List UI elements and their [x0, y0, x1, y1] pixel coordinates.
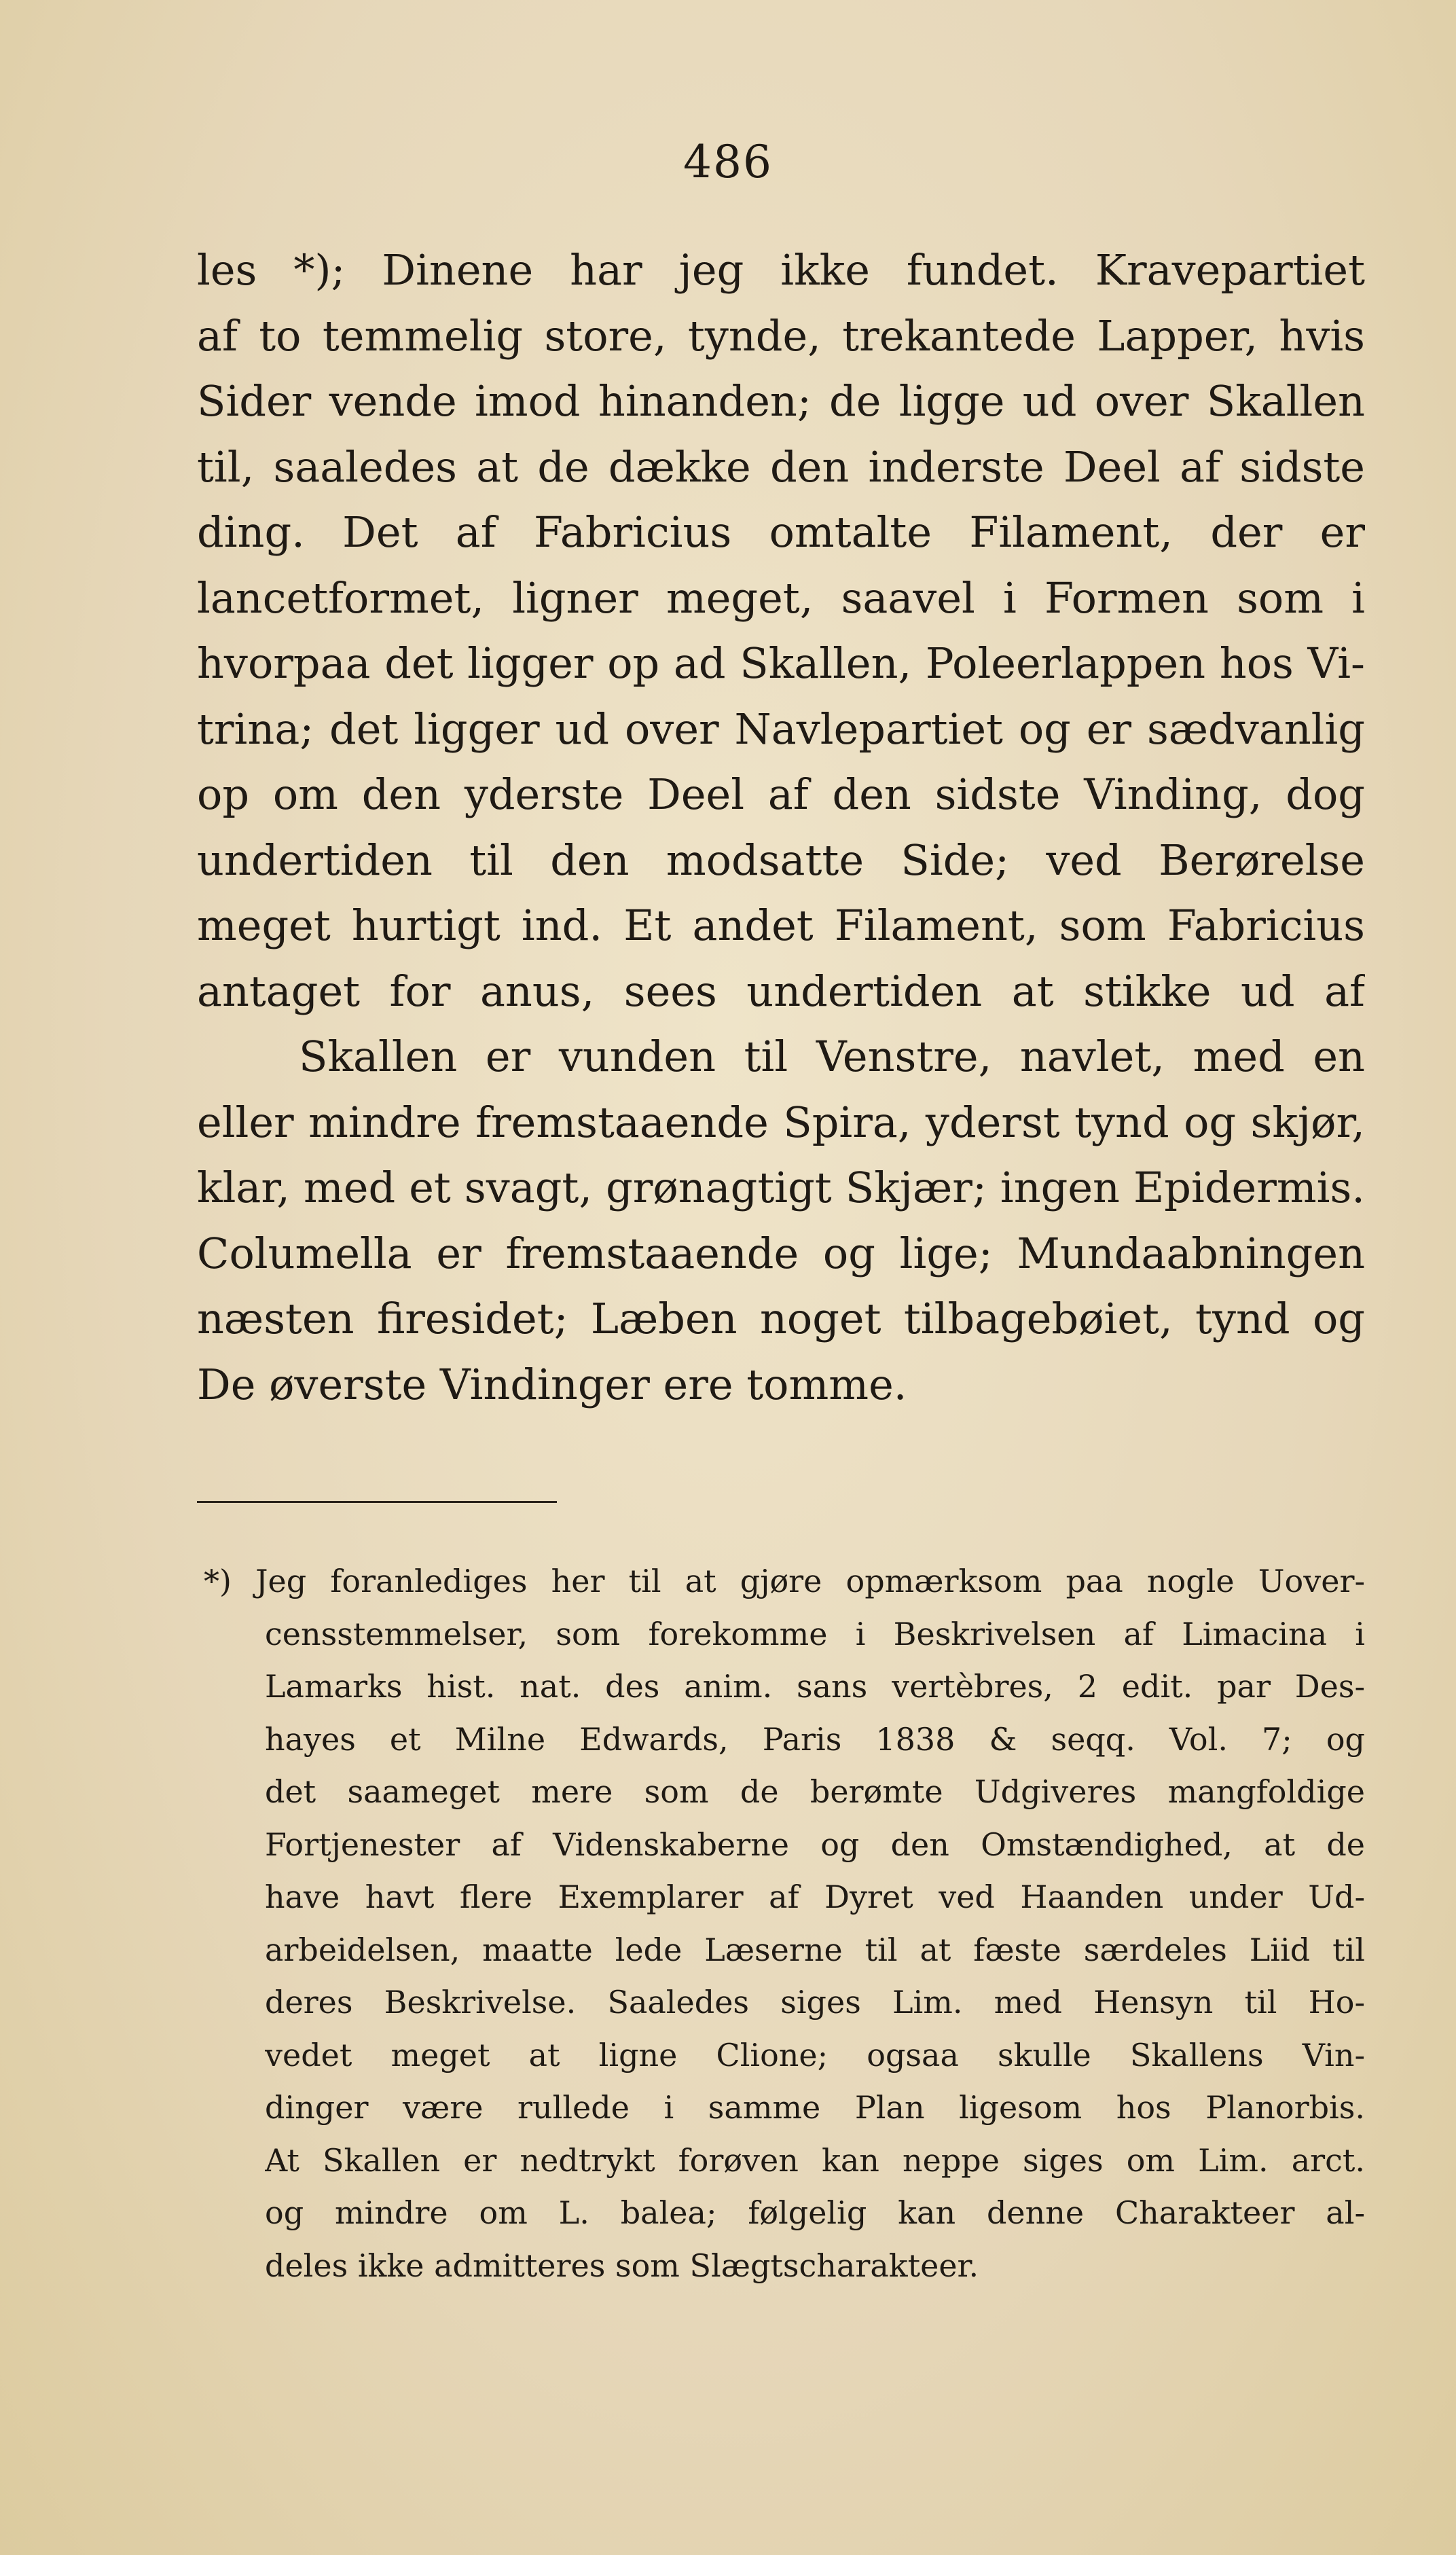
footnote-line: dinger være rullede i samme Plan ligesom hos Planorbis.	[265, 2089, 1365, 2126]
footnote-line: deres Beskrivelse. Saaledes siges Lim. med Hensyn til Ho-	[265, 1984, 1365, 2021]
text-line: klar, med et svagt, grønagtigt Skjær; ingen Epidermis.	[197, 1163, 1365, 1212]
text-line: De øverste Vindinger ere tomme.	[197, 1359, 907, 1409]
footnote-line: deles ikke admitteres som Slægtscharakteer.	[265, 2247, 979, 2284]
text-line: lancetformet, ligner meget, saavel i Formen som i	[197, 573, 1365, 623]
footnote-line: Lamarks hist. nat. des anim. sans vertèbres, 2 edit. par Des-	[265, 1668, 1365, 1705]
main-text	[197, 238, 1365, 1417]
text-line: undertiden til den modsatte Side; ved Berørelse	[197, 835, 1365, 885]
footnote-line: og mindre om L. balea; følgelig kan denne Charakteer al-	[265, 2194, 1365, 2231]
page-number: 486	[683, 136, 773, 188]
text-line: trina; det ligger ud over Navlepartiet og er sædvanlig	[197, 704, 1365, 754]
footnote	[204, 1555, 1365, 2292]
footnote-line: have havt flere Exemplarer af Dyret ved Haanden under Ud-	[265, 1879, 1365, 1915]
text-line: eller mindre fremstaaende Spira, yderst tynd og skjør,	[197, 1097, 1365, 1147]
footnote-line: hayes et Milne Edwards, Paris 1838 & seqq. Vol. 7; og	[265, 1720, 1365, 1758]
footnote-separator	[197, 1501, 557, 1503]
footnote-line: censstemmelser, som forekomme i Beskrivelsen af Limacina i	[265, 1615, 1365, 1652]
text-line: op om den yderste Deel af den sidste Vinding, dog	[197, 769, 1365, 819]
text-line: næsten firesidet; Læben noget tilbagebøiet, tynd og	[197, 1294, 1365, 1343]
text-line: Sider vende imod hinanden; de ligge ud over Skallen	[197, 376, 1365, 426]
footnote-line: vedet meget at ligne Clione; ogsaa skulle Skallens Vin-	[265, 2036, 1365, 2073]
text-line: hvorpaa det ligger op ad Skallen, Poleerlappen hos Vi-	[197, 638, 1365, 688]
text-line: til, saaledes at de dække den inderste Deel af sidste	[197, 441, 1365, 492]
text-line: les *); Dinene har jeg ikke fundet. Kravepartiet	[197, 245, 1365, 295]
footnote-line: arbeidelsen, maatte lede Læserne til at fæste særdeles Liid til	[265, 1931, 1365, 1968]
footnote-line: Fortjenester af Videnskaberne og den Omstændighed, at de	[265, 1826, 1365, 1863]
text-line: af to temmelig store, tynde, trekantede Lapper, hvis	[197, 310, 1365, 361]
text-line: Columella er fremstaaende og lige; Mundaabningen	[197, 1228, 1365, 1278]
text-line: antaget for anus, sees undertiden at stikke ud af	[197, 966, 1365, 1016]
text-line: meget hurtigt ind. Et andet Filament, som Fabricius	[197, 901, 1365, 950]
footnote-line: At Skallen er nedtrykt forøven kan neppe siges om Lim. arct.	[265, 2141, 1365, 2179]
footnote-line: det saameget mere som de berømte Udgiveres mangfoldige	[265, 1773, 1365, 1810]
footnote-line: *) Jeg foranlediges her til at gjøre opmærksom paa nogle Uover-	[204, 1563, 1365, 1599]
text-line: Skallen er vunden til Venstre, navlet, med en	[299, 1032, 1365, 1081]
text-line: ding. Det af Fabricius omtalte Filament, der er	[197, 507, 1365, 557]
